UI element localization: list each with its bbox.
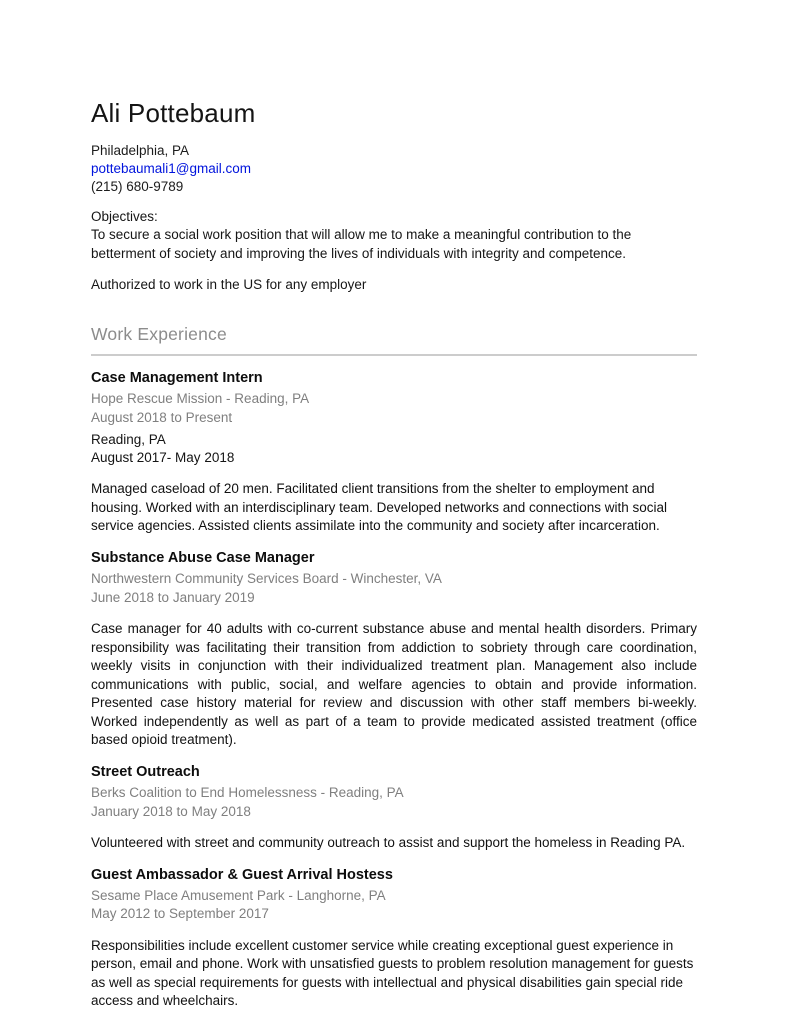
job-title: Substance Abuse Case Manager [91, 549, 315, 566]
work-experience-section [91, 370, 697, 1011]
job-dates: January 2018 to May 2018 [91, 803, 251, 819]
job-entry-guest-ambassador [91, 867, 697, 1011]
job-entry-substance-abuse-case-manager [91, 550, 697, 750]
section-title-work-experience: Work Experience [91, 324, 697, 356]
job-secondary-dates: August 2017- May 2018 [91, 450, 235, 466]
contact-location: Philadelphia, PA [91, 142, 190, 158]
objectives-label: Objectives: [91, 208, 158, 224]
job-entry-street-outreach [91, 764, 697, 853]
candidate-name: Ali Pottebaum [91, 98, 256, 128]
job-company: Northwestern Community Services Board - Winchester, VA [91, 571, 442, 587]
job-dates: May 2012 to September 2017 [91, 906, 269, 922]
contact-block [91, 142, 697, 196]
email-link[interactable]: pottebaumali1@gmail.com [91, 160, 252, 176]
authorization-text: Authorized to work in the US for any employer [91, 277, 367, 293]
objectives-section [91, 208, 697, 264]
resume-header [91, 99, 697, 196]
job-description: Volunteered with street and community outreach to assist and support the homeless in Reading PA. [91, 835, 686, 851]
job-dates: June 2018 to January 2019 [91, 589, 255, 605]
job-entry-case-management-intern [91, 370, 697, 536]
job-description: Managed caseload of 20 men. Facilitated client transitions from the shelter to employment and housing. Worked with an interdisciplinary team. Developed networks and connections with social service agencies. Assisted clients assimilate into the community and society after incarceration. [91, 481, 668, 534]
job-title: Guest Ambassador & Guest Arrival Hostess [91, 866, 393, 883]
job-dates: August 2018 to Present [91, 409, 233, 425]
job-company: Hope Rescue Mission - Reading, PA [91, 391, 310, 407]
job-description: Responsibilities include excellent customer service while creating exceptional guest experience in person, email and phone. Work with unsatisfied guests to problem resolution management for guests as well as special requirements for guests with intellectual and physical disabilities gain special ride access and wheelchairs. [91, 937, 694, 1009]
job-secondary-details [91, 431, 697, 467]
job-company: Sesame Place Amusement Park - Langhorne, PA [91, 887, 386, 903]
objectives-text: To secure a social work position that will allow me to make a meaningful contribution to the betterment of society and improving the lives of individuals with integrity and competence. [91, 227, 632, 261]
job-description: Case manager for 40 adults with co-current substance abuse and mental health disorders. Primary responsibility was facilitating their transition from addiction to sobriety through care coordination, weekly visits in conjunction with their individualized treatment plan. Management also include communications with public, social, and welfare agencies to obtain and provide information. Presented case history material for review and discussion with other staff members bi-weekly. Worked independently as well as part of a team to provide medicated assisted treatment (office based opioid treatment). [91, 621, 697, 748]
job-title: Street Outreach [91, 763, 200, 780]
contact-phone: (215) 680-9789 [91, 178, 184, 194]
job-title: Case Management Intern [91, 369, 263, 386]
job-company: Berks Coalition to End Homelessness - Reading, PA [91, 785, 404, 801]
job-secondary-location: Reading, PA [91, 432, 166, 448]
